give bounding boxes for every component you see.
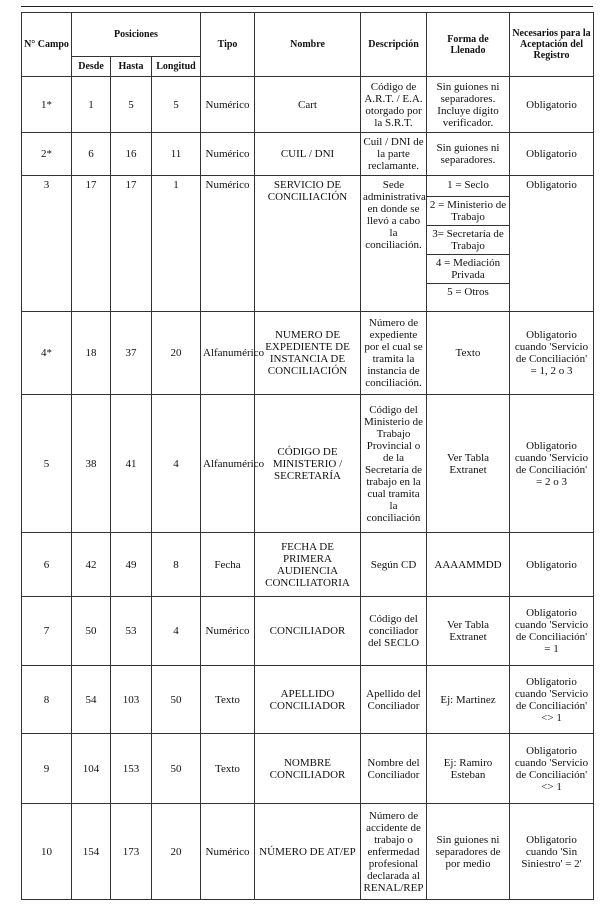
cell-forma: Ver Tabla Extranet [427, 395, 510, 533]
cell-hasta: 153 [111, 734, 152, 804]
cell-nombre: FECHA DE PRIMERA AUDIENCIA CONCILIATORIA [255, 533, 361, 597]
cell-hasta: 53 [111, 597, 152, 666]
forma-option: 4 = Mediación Privada [427, 255, 509, 284]
cell-campo: 7 [22, 597, 72, 666]
table-row [22, 395, 594, 533]
cell-campo: 8 [22, 666, 72, 734]
header-nombre: Nombre [255, 13, 361, 77]
cell-nombre: CUIL / DNI [255, 133, 361, 176]
cell-desde: 54 [72, 666, 111, 734]
cell-necesario: Obligatorio cuando 'Servicio de Conciliación' <> 1 [510, 666, 594, 734]
cell-longitud: 4 [152, 597, 201, 666]
forma-option: 1 = Seclo [447, 179, 489, 191]
cell-descripcion: Nombre del Conciliador [361, 734, 427, 804]
cell-tipo: Fecha [201, 533, 255, 597]
cell-tipo: Numérico [201, 597, 255, 666]
cell-tipo: Texto [201, 734, 255, 804]
table-row [22, 533, 594, 597]
cell-longitud: 20 [152, 312, 201, 395]
cell-longitud: 50 [152, 666, 201, 734]
cell-forma: AAAAMMDD [427, 533, 510, 597]
cell-desde: 104 [72, 734, 111, 804]
header-posiciones: Posiciones [72, 13, 201, 57]
cell-campo: 1* [22, 77, 72, 133]
header-campo: N° Campo [22, 13, 72, 77]
cell-desde: 6 [72, 133, 111, 176]
cell-hasta: 49 [111, 533, 152, 597]
cell-nombre: SERVICIO DE CONCILIACIÓN [255, 176, 361, 312]
cell-tipo: Numérico [201, 77, 255, 133]
cell-nombre: Cart [255, 77, 361, 133]
header-hasta: Hasta [111, 57, 152, 77]
cell-forma-opciones [427, 176, 510, 312]
cell-desde: 50 [72, 597, 111, 666]
cell-necesario: Obligatorio cuando 'Servicio de Conciliación' = 1, 2 o 3 [510, 312, 594, 395]
header-tipo: Tipo [201, 13, 255, 77]
cell-forma: Ej: Martinez [427, 666, 510, 734]
cell-necesario: Obligatorio cuando 'Servicio de Conciliación' <> 1 [510, 734, 594, 804]
table-row [22, 666, 594, 734]
cell-descripcion: Código de A.R.T. / E.A. otorgado por la S.R.T. [361, 77, 427, 133]
cell-forma: Sin guiones ni separadores de por medio [427, 804, 510, 900]
table-row [22, 133, 594, 176]
cell-campo: 4* [22, 312, 72, 395]
forma-options-list [427, 176, 509, 300]
cell-longitud: 50 [152, 734, 201, 804]
cell-forma: Sin guiones ni separadores. Incluye dígito verificador. [427, 77, 510, 133]
cell-tipo: Alfanumérico [201, 395, 255, 533]
cell-descripcion: Apellido del Conciliador [361, 666, 427, 734]
cell-nombre: NOMBRE CONCILIADOR [255, 734, 361, 804]
forma-option: 2 = Ministerio de Trabajo [427, 196, 509, 226]
cell-hasta: 173 [111, 804, 152, 900]
cell-forma: Texto [427, 312, 510, 395]
cell-longitud: 4 [152, 395, 201, 533]
cell-desde: 17 [72, 176, 111, 312]
cell-descripcion: Sede administrativa en donde se llevó a cabo la conciliación. [361, 176, 427, 312]
table-row [22, 176, 594, 312]
cell-forma: Ver Tabla Extranet [427, 597, 510, 666]
cell-desde: 42 [72, 533, 111, 597]
table-row [22, 804, 594, 900]
cell-nombre: CÓDIGO DE MINISTERIO / SECRETARÍA [255, 395, 361, 533]
cell-longitud: 11 [152, 133, 201, 176]
cell-necesario: Obligatorio cuando 'Servicio de Conciliación' = 2 o 3 [510, 395, 594, 533]
cell-forma: Sin guiones ni separadores. [427, 133, 510, 176]
cell-hasta: 41 [111, 395, 152, 533]
top-rule [21, 6, 593, 7]
cell-descripcion: Según CD [361, 533, 427, 597]
cell-forma: Ej: Ramiro Esteban [427, 734, 510, 804]
field-spec-table [21, 12, 594, 900]
cell-longitud: 1 [152, 176, 201, 312]
header-descripcion: Descripción [361, 13, 427, 77]
cell-hasta: 37 [111, 312, 152, 395]
cell-necesario: Obligatorio cuando 'Sin Siniestro' = 2' [510, 804, 594, 900]
cell-hasta: 5 [111, 77, 152, 133]
cell-descripcion: Número de expediente por el cual se tramita la instancia de conciliación. [361, 312, 427, 395]
cell-hasta: 16 [111, 133, 152, 176]
cell-desde: 154 [72, 804, 111, 900]
forma-option: 5 = Otros [447, 286, 489, 298]
cell-nombre: APELLIDO CONCILIADOR [255, 666, 361, 734]
cell-necesario: Obligatorio [510, 176, 594, 312]
table-row [22, 597, 594, 666]
forma-option: 3= Secretaría de Trabajo [427, 226, 509, 255]
cell-descripcion: Código del Ministerio de Trabajo Provincial o de la Secretaría de trabajo en la cual tramita la conciliación [361, 395, 427, 533]
cell-hasta: 17 [111, 176, 152, 312]
cell-longitud: 20 [152, 804, 201, 900]
cell-campo: 2* [22, 133, 72, 176]
header-forma: Forma de Llenado [427, 13, 510, 77]
cell-longitud: 5 [152, 77, 201, 133]
cell-campo: 9 [22, 734, 72, 804]
cell-longitud: 8 [152, 533, 201, 597]
cell-necesario: Obligatorio [510, 533, 594, 597]
cell-descripcion: Código del conciliador del SECLO [361, 597, 427, 666]
cell-campo: 6 [22, 533, 72, 597]
cell-necesario: Obligatorio cuando 'Servicio de Conciliación' = 1 [510, 597, 594, 666]
cell-tipo: Alfanumérico [201, 312, 255, 395]
cell-campo: 5 [22, 395, 72, 533]
cell-tipo: Texto [201, 666, 255, 734]
cell-hasta: 103 [111, 666, 152, 734]
cell-desde: 38 [72, 395, 111, 533]
cell-nombre: NÚMERO DE AT/EP [255, 804, 361, 900]
cell-tipo: Numérico [201, 176, 255, 312]
cell-descripcion: Número de accidente de trabajo o enfermedad profesional declarada al RENAL/REP [361, 804, 427, 900]
cell-campo: 3 [22, 176, 72, 312]
table-row [22, 734, 594, 804]
cell-tipo: Numérico [201, 804, 255, 900]
cell-descripcion: Cuil / DNI de la parte reclamante. [361, 133, 427, 176]
table-row [22, 77, 594, 133]
cell-desde: 1 [72, 77, 111, 133]
table-row [22, 312, 594, 395]
cell-campo: 10 [22, 804, 72, 900]
cell-necesario: Obligatorio [510, 77, 594, 133]
header-longitud: Longitud [152, 57, 201, 77]
header-desde: Desde [72, 57, 111, 77]
cell-desde: 18 [72, 312, 111, 395]
cell-nombre: NUMERO DE EXPEDIENTE DE INSTANCIA DE CONCILIACIÓN [255, 312, 361, 395]
cell-necesario: Obligatorio [510, 133, 594, 176]
cell-nombre: CONCILIADOR [255, 597, 361, 666]
header-necesarios: Necesarios para la Aceptación del Registro [510, 13, 594, 77]
cell-tipo: Numérico [201, 133, 255, 176]
